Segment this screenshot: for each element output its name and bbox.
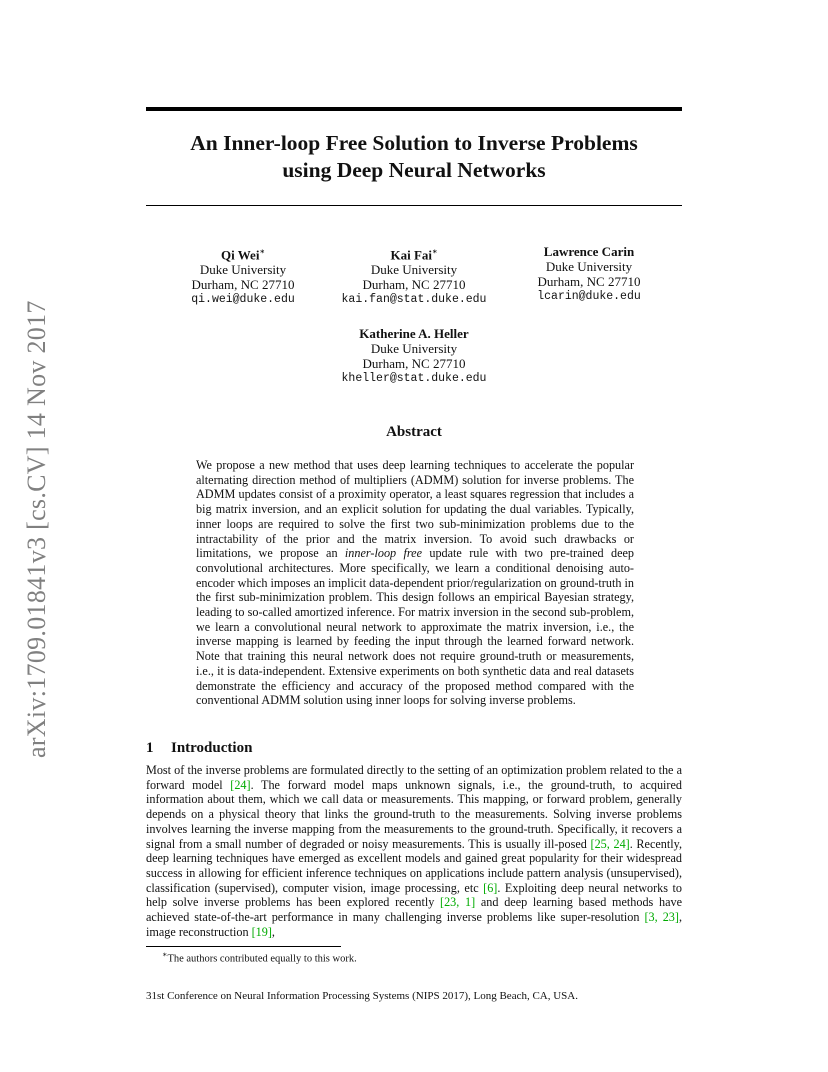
author-affiliation: Duke University [199,262,287,278]
title-bottom-rule [146,205,682,206]
author-footnote-mark: ∗ [432,247,438,256]
author-affiliation: Duke University [545,259,633,274]
abstract-body: We propose a new method that uses deep learning techniques to accelerate the popular alternating direction method of multipliers (ADMM) solution for inverse problems. The ADMM updates consist of a proximity operator, a least squares regression that includes a big matrix inversion, and an explicit solution for updating the dual variables. Typically, inner loops are required to solve the first two sub-minimization problems due to the intractability of the prior and the matrix inversion. To avoid such drawbacks or limitations, we propose an inner-loop free update rule with two pre-trained deep convolutional architectures. More specifically, we learn a conditional denoising auto-encoder which imposes an implicit data-dependent prior/regularization on ground-truth in the first sub-minimization problem. This design follows an empirical Bayesian strategy, leading to so-called amortized inference. For matrix inversion in the second sub-problem, we learn a convolutional neural network to approximate the matrix inversion, i.e., the inverse mapping is learned by feeding the input through the learned forward network. Note that training this neural network does not require ground-truth or measurements, i.e., it is data-independent. Extensive experiments on both synthetic data and real datasets demonstrate the efficiency and accuracy of the proposed method compared with the conventional ADMM solution using inner loops for solving inverse problems. [196,458,634,708]
citation-link[interactable]: [23, 1] [440,895,476,910]
section-number: 1 [146,740,154,756]
author-email[interactable]: kai.fan@stat.duke.edu [341,293,487,307]
footnote-rule [146,946,341,947]
author-address: Durham, NC 27710 [191,277,295,293]
author-address: Durham, NC 27710 [362,277,466,293]
conference-note: 31st Conference on Neural Information Processing Systems (NIPS 2017), Long Beach, CA, USA. [146,990,578,1002]
author-footnote-mark: ∗ [259,247,265,256]
author-block-3 [494,244,684,304]
paper-title [146,130,682,184]
section-heading [146,740,252,757]
author-email[interactable]: lcarin@duke.edu [537,290,641,303]
footnote-mark: ∗ [162,950,168,959]
arxiv-stamp: arXiv:1709.01841v3 [cs.CV] 14 Nov 2017 [22,300,51,758]
citation-link[interactable]: [25, 24] [590,836,630,851]
author-block-4 [319,326,509,386]
author-name: Kai Fai [390,247,432,263]
intro-paragraph: Most of the inverse problems are formulated directly to the setting of an optimization problem related to the a forward model [24]. The forward model maps unknown signals, i.e., the ground-truth, to acquired information about them, which we call data or measurements. This mapping, or forward problem, generally depends on a physical theory that links the ground-truth to the measurements. Solving inverse problems involves learning the inverse mapping from the measurements to the ground-truth. Specifically, it recovers a signal from a small number of degraded or noisy measurements. This is usually ill-posed [25, 24]. Recently, deep learning techniques have emerged as excellent models and gained great popularity for their widespread success in allowing for efficient inference techniques on applications include pattern analysis (unsupervised), classification (supervised), computer vision, image processing, etc [6]. Exploiting deep neural networks to help solve inverse problems has been explored recently [23, 1] and deep learning based methods have achieved state-of-the-art performance in many challenging inverse problems like super-resolution [3, 23], image reconstruction [19], [146,763,683,939]
author-affiliation: Duke University [370,341,458,356]
citation-link[interactable]: [6] [483,880,498,895]
author-address: Durham, NC 27710 [537,274,641,289]
footnote: ∗The authors contributed equally to this work. [162,950,357,965]
title-line-2: using Deep Neural Networks [282,158,546,182]
author-name: Lawrence Carin [543,244,635,259]
author-block-1 [148,244,338,307]
author-email[interactable]: kheller@stat.duke.edu [341,372,487,385]
author-address: Durham, NC 27710 [362,356,466,371]
section-title: Introduction [171,740,253,756]
top-rule [146,107,682,111]
citation-link[interactable]: [19] [251,924,272,939]
title-line-1: An Inner-loop Free Solution to Inverse Problems [190,131,638,155]
abstract-heading: Abstract [386,424,442,440]
author-email[interactable]: qi.wei@duke.edu [191,293,295,307]
author-name: Qi Wei [221,247,260,263]
author-name: Katherine A. Heller [359,326,469,341]
author-affiliation: Duke University [370,262,458,278]
emphasis-inner-loop-free: inner-loop free [344,546,422,561]
citation-link[interactable]: [24] [230,777,251,792]
citation-link[interactable]: [3, 23] [644,910,679,925]
author-block-2 [319,244,509,307]
